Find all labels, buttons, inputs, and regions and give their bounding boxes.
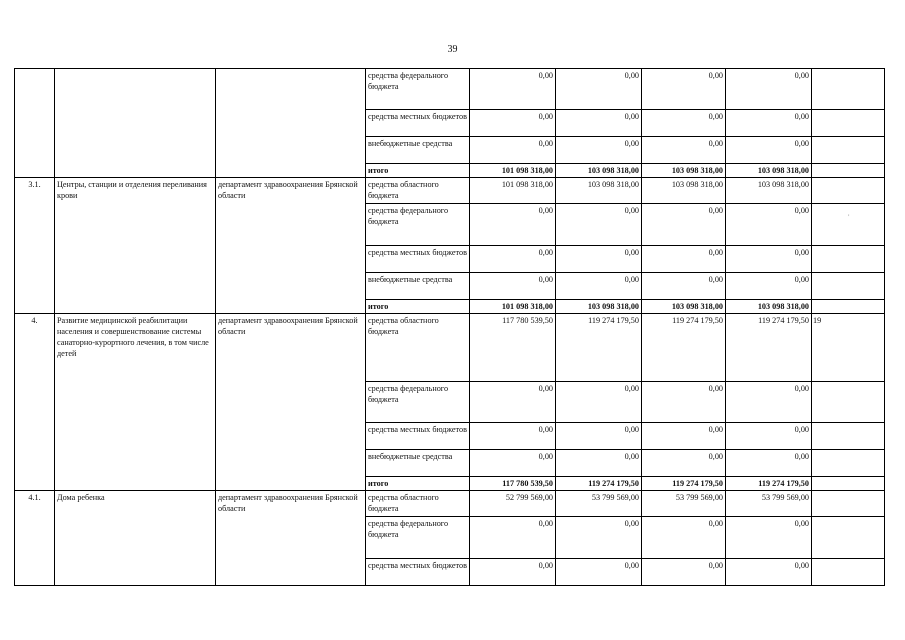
funding-source-cell: средства областного бюджета [366, 314, 470, 382]
value-cell: 0,00 [470, 137, 556, 164]
value-cell: 0,00 [642, 204, 726, 246]
executor-cell: департамент здравоохранения Брянской области [216, 491, 366, 586]
executor-cell: департамент здравоохранения Брянской области [216, 314, 366, 491]
item-number-cell: 3.1. [15, 178, 55, 314]
value-cell: 119 274 179,50 [726, 477, 812, 491]
value-cell: 0,00 [642, 137, 726, 164]
extra-cell [812, 110, 885, 137]
extra-cell [812, 69, 885, 110]
value-cell: 0,00 [470, 382, 556, 423]
item-name-cell: Развитие медицинской реабилитации населения и совершенствование системы санаторно-курортного лечения, в том числе детей [55, 314, 216, 491]
value-cell: 101 098 318,00 [470, 300, 556, 314]
item-number-cell: 4.1. [15, 491, 55, 586]
value-cell: 0,00 [726, 204, 812, 246]
extra-cell [812, 450, 885, 477]
value-cell: 0,00 [726, 559, 812, 586]
value-cell: 0,00 [556, 423, 642, 450]
value-cell: 0,00 [642, 559, 726, 586]
funding-source-cell: средства местных бюджетов [366, 423, 470, 450]
extra-cell [812, 517, 885, 559]
value-cell: 103 098 318,00 [726, 164, 812, 178]
extra-cell [812, 164, 885, 178]
item-name-cell [55, 69, 216, 178]
extra-cell [812, 178, 885, 204]
funding-source-cell: внебюджетные средства [366, 137, 470, 164]
value-cell: 101 098 318,00 [470, 178, 556, 204]
value-cell: 0,00 [556, 517, 642, 559]
funding-source-cell: средства федерального бюджета [366, 517, 470, 559]
value-cell: 0,00 [556, 204, 642, 246]
value-cell: 0,00 [556, 450, 642, 477]
value-cell: 0,00 [556, 69, 642, 110]
extra-cell [812, 137, 885, 164]
value-cell: 0,00 [470, 246, 556, 273]
value-cell: 103 098 318,00 [556, 178, 642, 204]
item-number-cell: 4. [15, 314, 55, 491]
value-cell: 0,00 [470, 69, 556, 110]
value-cell: 0,00 [726, 382, 812, 423]
funding-source-cell: средства федерального бюджета [366, 69, 470, 110]
value-cell: 119 274 179,50 [556, 314, 642, 382]
extra-cell [812, 246, 885, 273]
value-cell: 0,00 [726, 110, 812, 137]
extra-cell [812, 423, 885, 450]
value-cell: 0,00 [726, 517, 812, 559]
value-cell: 103 098 318,00 [556, 300, 642, 314]
table-row [15, 314, 885, 382]
extra-cell [812, 559, 885, 586]
value-cell: 0,00 [470, 517, 556, 559]
extra-cell [812, 382, 885, 423]
extra-cell [812, 300, 885, 314]
value-cell: 0,00 [726, 69, 812, 110]
item-number-cell [15, 69, 55, 178]
value-cell: 0,00 [556, 246, 642, 273]
value-cell: 0,00 [726, 137, 812, 164]
funding-source-cell: внебюджетные средства [366, 273, 470, 300]
funding-source-cell: итого [366, 477, 470, 491]
value-cell: 103 098 318,00 [726, 300, 812, 314]
value-cell: 0,00 [642, 246, 726, 273]
value-cell: 0,00 [470, 423, 556, 450]
funding-source-cell: средства областного бюджета [366, 178, 470, 204]
value-cell: 119 274 179,50 [642, 314, 726, 382]
value-cell: 0,00 [556, 137, 642, 164]
value-cell: 103 098 318,00 [642, 178, 726, 204]
scan-speck: , [848, 211, 850, 217]
value-cell: 0,00 [470, 204, 556, 246]
value-cell: 117 780 539,50 [470, 314, 556, 382]
funding-source-cell: средства федерального бюджета [366, 382, 470, 423]
value-cell: 0,00 [556, 559, 642, 586]
funding-source-cell: итого [366, 300, 470, 314]
budget-table [14, 68, 885, 586]
value-cell: 53 799 569,00 [642, 491, 726, 517]
value-cell: 103 098 318,00 [556, 164, 642, 178]
value-cell: 0,00 [642, 69, 726, 110]
value-cell: 119 274 179,50 [726, 314, 812, 382]
funding-source-cell: средства местных бюджетов [366, 110, 470, 137]
value-cell: 0,00 [556, 273, 642, 300]
extra-cell [812, 477, 885, 491]
value-cell: 0,00 [556, 382, 642, 423]
value-cell: 117 780 539,50 [470, 477, 556, 491]
value-cell: 0,00 [642, 423, 726, 450]
extra-cell: 19 [812, 314, 885, 382]
extra-cell [812, 491, 885, 517]
value-cell: 0,00 [642, 273, 726, 300]
funding-source-cell: итого [366, 164, 470, 178]
value-cell: 119 274 179,50 [642, 477, 726, 491]
value-cell: 0,00 [726, 450, 812, 477]
value-cell: 0,00 [642, 517, 726, 559]
value-cell: 0,00 [470, 559, 556, 586]
funding-source-cell: средства местных бюджетов [366, 559, 470, 586]
value-cell: 0,00 [642, 450, 726, 477]
value-cell: 0,00 [726, 273, 812, 300]
value-cell: 0,00 [726, 246, 812, 273]
funding-source-cell: средства областного бюджета [366, 491, 470, 517]
value-cell: 0,00 [726, 423, 812, 450]
executor-cell: департамент здравоохранения Брянской области [216, 178, 366, 314]
value-cell: 0,00 [470, 273, 556, 300]
page-number: 39 [447, 44, 458, 55]
value-cell: 0,00 [556, 110, 642, 137]
table-row [15, 491, 885, 517]
value-cell: 0,00 [642, 382, 726, 423]
value-cell: 52 799 569,00 [470, 491, 556, 517]
value-cell: 53 799 569,00 [556, 491, 642, 517]
value-cell: 101 098 318,00 [470, 164, 556, 178]
executor-cell [216, 69, 366, 178]
funding-source-cell: внебюджетные средства [366, 450, 470, 477]
value-cell: 0,00 [470, 450, 556, 477]
value-cell: 0,00 [642, 110, 726, 137]
value-cell: 103 098 318,00 [642, 164, 726, 178]
item-name-cell: Центры, станции и отделения переливания крови [55, 178, 216, 314]
table-row [15, 178, 885, 204]
funding-source-cell: средства местных бюджетов [366, 246, 470, 273]
item-name-cell: Дома ребенка [55, 491, 216, 586]
value-cell: 119 274 179,50 [556, 477, 642, 491]
value-cell: 103 098 318,00 [726, 178, 812, 204]
extra-cell [812, 204, 885, 246]
funding-source-cell: средства федерального бюджета [366, 204, 470, 246]
extra-cell [812, 273, 885, 300]
value-cell: 103 098 318,00 [642, 300, 726, 314]
table-row [15, 69, 885, 110]
value-cell: 53 799 569,00 [726, 491, 812, 517]
value-cell: 0,00 [470, 110, 556, 137]
